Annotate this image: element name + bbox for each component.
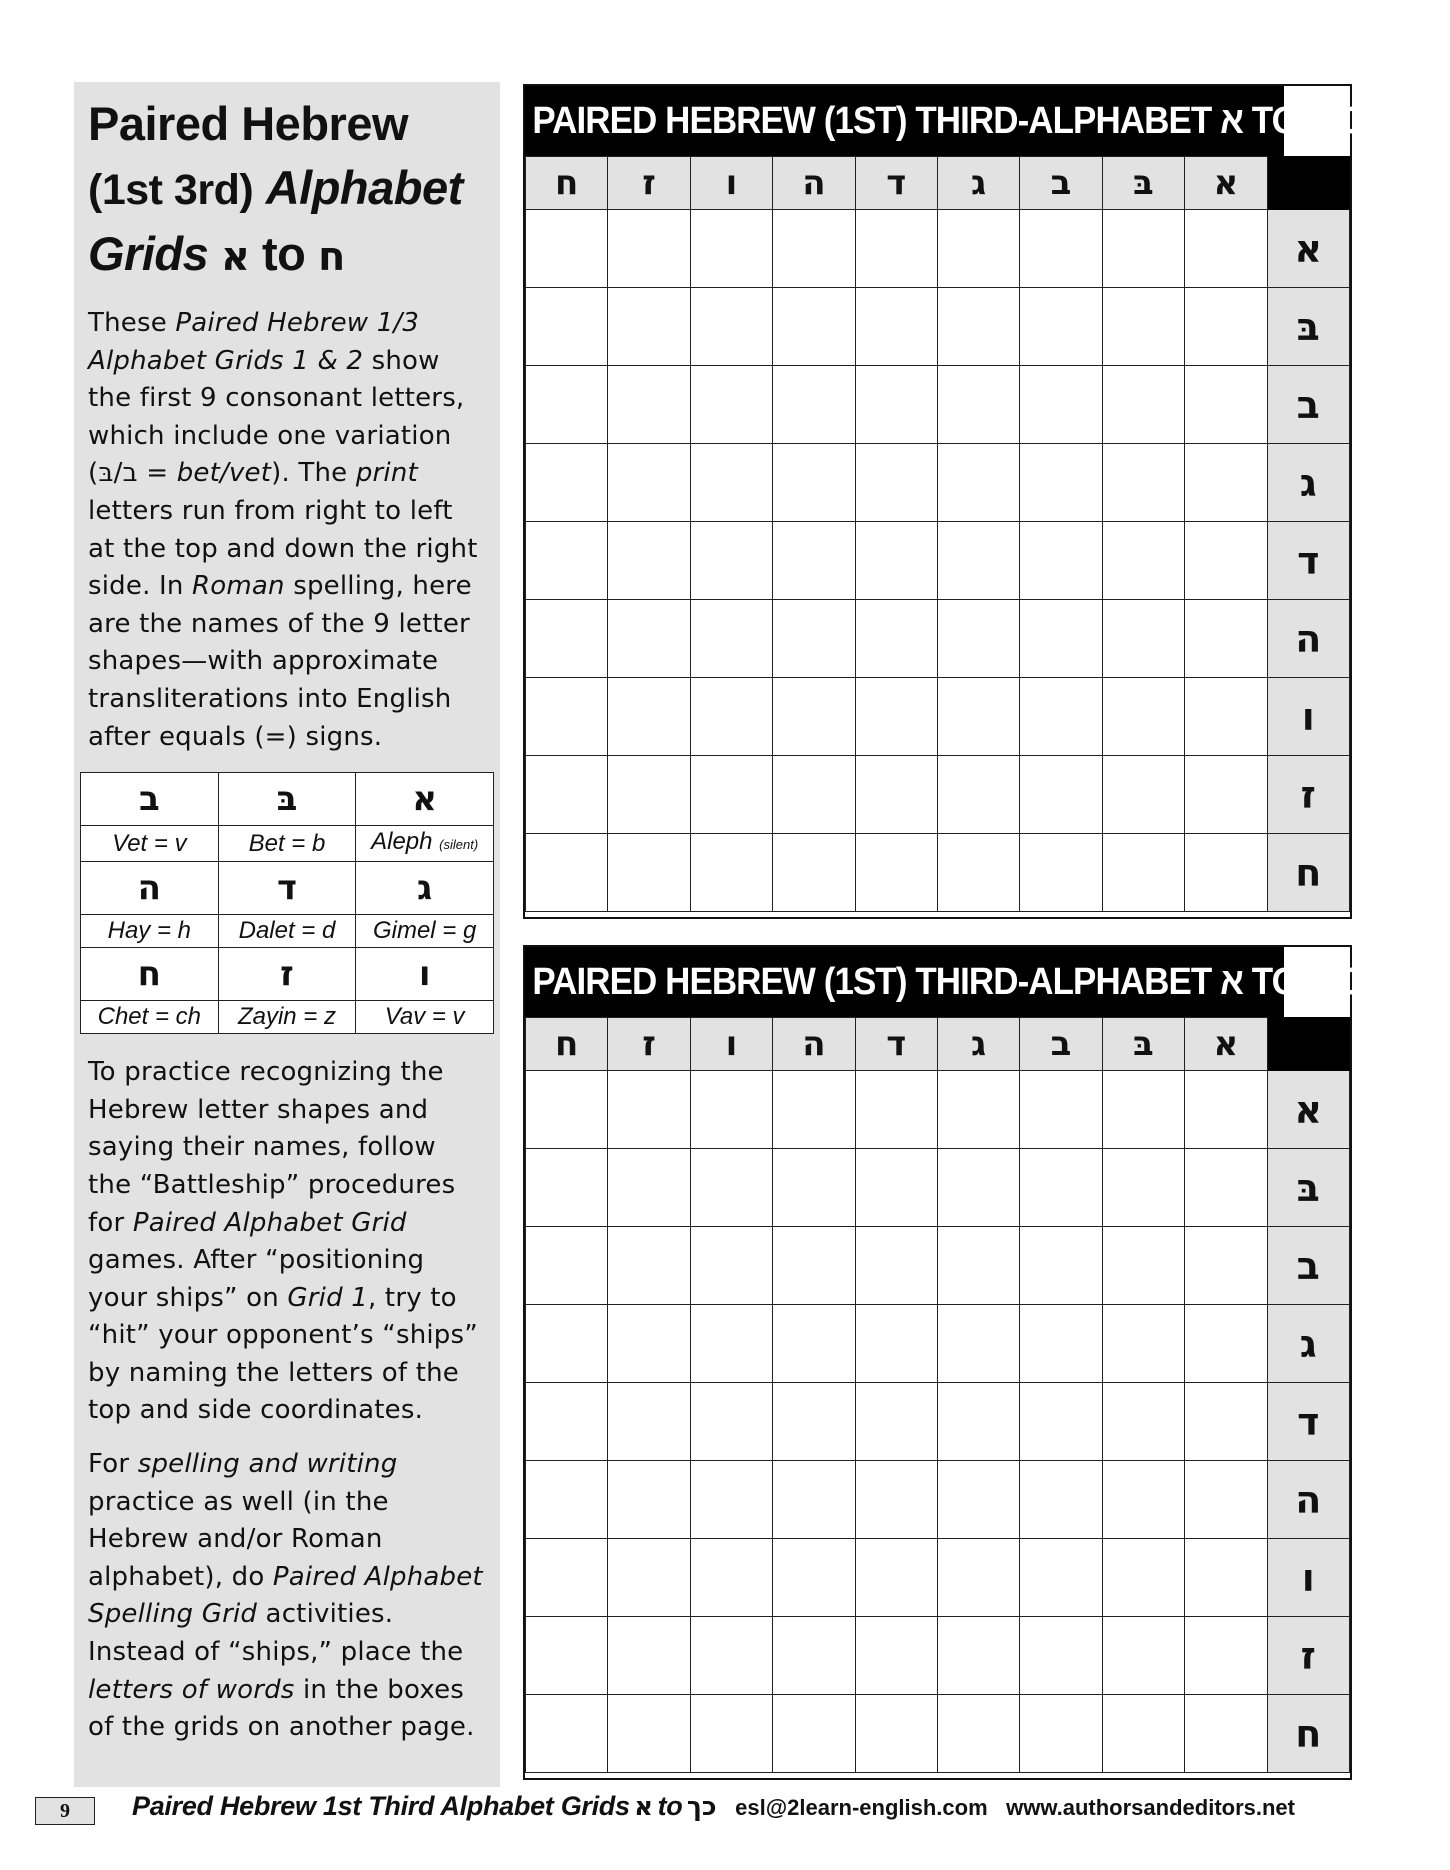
title-to: to — [262, 227, 306, 280]
grid-cell[interactable] — [526, 1305, 608, 1383]
intro-text-5: ). The — [271, 458, 356, 489]
grid-cell[interactable] — [773, 444, 855, 522]
grid-corner — [1267, 1018, 1349, 1071]
grid-cell[interactable] — [1185, 1695, 1267, 1773]
intro-text-1: These — [88, 308, 176, 338]
intro-text-2: Paired Hebrew 1/3 Alphabet Grids 1 & 2 — [88, 308, 420, 376]
grid-cell[interactable] — [1102, 1383, 1184, 1461]
grid-top-letter: ב — [1020, 157, 1102, 210]
grid-top-letter: ח — [526, 1018, 608, 1071]
grid-cell[interactable] — [1185, 834, 1267, 912]
grid-cell[interactable] — [1102, 600, 1184, 678]
title-line-3a: Grids — [88, 227, 209, 280]
grid-cell[interactable] — [526, 288, 608, 366]
grid-cell[interactable] — [608, 834, 690, 912]
instructions-sidebar — [74, 82, 500, 1787]
grid-cell[interactable] — [690, 1695, 772, 1773]
spelling-text-4: Paired Alphabet Spelling Grid — [88, 1561, 483, 1630]
grid-row — [526, 366, 1350, 444]
grid-top-letter: ג — [937, 157, 1019, 210]
letter-name-text: Chet = ch — [97, 1003, 202, 1031]
footer-to: to — [657, 1791, 683, 1821]
grid-cell[interactable] — [937, 678, 1019, 756]
grid-cell[interactable] — [526, 1383, 608, 1461]
grid-cell[interactable] — [690, 366, 772, 444]
grid-cell[interactable] — [608, 678, 690, 756]
spelling-text-3: practice as well (in the Hebrew and/or Roman alphabet), do — [88, 1486, 389, 1592]
grid-cell[interactable] — [773, 1695, 855, 1773]
grid-cell[interactable] — [937, 600, 1019, 678]
letter-glyph: א — [356, 773, 494, 826]
grid-row — [526, 1071, 1350, 1149]
grid-cell[interactable] — [1102, 756, 1184, 834]
grid-cell[interactable] — [690, 1305, 772, 1383]
grid-row — [526, 1227, 1350, 1305]
title-line-2b: Alphabet — [265, 161, 463, 214]
grid-side-letter: ח — [1267, 834, 1349, 912]
grid-cell[interactable] — [773, 1461, 855, 1539]
title-chet: ח — [317, 234, 345, 280]
grid-cell[interactable] — [855, 366, 937, 444]
letter-name — [218, 1001, 356, 1034]
grid-cell[interactable] — [690, 288, 772, 366]
grid-cell[interactable] — [855, 1383, 937, 1461]
grid-cell[interactable] — [1020, 1383, 1102, 1461]
page-number: 9 — [35, 1797, 95, 1825]
grid-cell[interactable] — [1185, 288, 1267, 366]
grid-top-letter: א — [1185, 157, 1267, 210]
grid-cell[interactable] — [773, 600, 855, 678]
grid-top-letter: ו — [690, 1018, 772, 1071]
grid-cell[interactable] — [690, 600, 772, 678]
footer-email[interactable]: esl@2learn-english.com — [735, 1795, 988, 1820]
letter-name-text: Aleph — [371, 828, 433, 856]
grid-cell[interactable] — [1185, 522, 1267, 600]
grid-row — [526, 210, 1350, 288]
grid-cell[interactable] — [937, 366, 1019, 444]
grid-cell[interactable] — [1020, 1305, 1102, 1383]
letter-name — [356, 1001, 494, 1034]
grid-cell[interactable] — [855, 678, 937, 756]
grid-1-title: PAIRED HEBREW (1ST) THIRD-ALPHABET א TO ח GRID 1 — [525, 86, 1284, 156]
grid-cell[interactable] — [690, 1227, 772, 1305]
grid-cell[interactable] — [526, 1149, 608, 1227]
letter-name — [356, 826, 494, 862]
letter-glyph: ה — [81, 862, 219, 915]
grid-cell[interactable] — [937, 1149, 1019, 1227]
spelling-text-7: in the boxes of the grids on another page. — [88, 1674, 475, 1743]
grid-cell[interactable] — [773, 522, 855, 600]
grid-2-table — [525, 1017, 1350, 1773]
grid-cell[interactable] — [526, 1695, 608, 1773]
grid-row — [526, 834, 1350, 912]
grid-side-letter: ד — [1267, 522, 1349, 600]
grid-cell[interactable] — [855, 1149, 937, 1227]
intro-paragraph — [88, 305, 486, 756]
practice-text-1: To practice recognizing the Hebrew letter shapes and saying their names, follow the “Battleship” procedures for — [88, 1057, 456, 1238]
grid-cell[interactable] — [608, 366, 690, 444]
grid-cell[interactable] — [526, 600, 608, 678]
grid-side-letter: ג — [1267, 1305, 1349, 1383]
practice-text-2: Paired Alphabet Grid — [132, 1207, 407, 1238]
grid-cell[interactable] — [608, 522, 690, 600]
grid-cell[interactable] — [937, 1305, 1019, 1383]
grid-side-letter: ו — [1267, 678, 1349, 756]
grid-row — [526, 1305, 1350, 1383]
grid-side-letter: ב — [1267, 366, 1349, 444]
grid-cell[interactable] — [1185, 1305, 1267, 1383]
grid-cell[interactable] — [937, 288, 1019, 366]
grid-row — [526, 288, 1350, 366]
grid-cell[interactable] — [690, 834, 772, 912]
letter-name — [81, 1001, 219, 1034]
grid-2-title: PAIRED HEBREW (1ST) THIRD-ALPHABET א TO ח GRID 2 — [525, 947, 1284, 1017]
spelling-paragraph — [88, 1446, 486, 1747]
grid-cell[interactable] — [1102, 1305, 1184, 1383]
grid-side-letter: בּ — [1267, 288, 1349, 366]
grid-cell[interactable] — [1102, 522, 1184, 600]
grid-cell[interactable] — [1185, 1149, 1267, 1227]
grid-cell[interactable] — [1185, 444, 1267, 522]
letter-name — [218, 915, 356, 948]
letter-note: (silent) — [439, 837, 479, 853]
grid-top-letter: ד — [855, 1018, 937, 1071]
grid-cell[interactable] — [608, 1227, 690, 1305]
grid-cell[interactable] — [937, 1383, 1019, 1461]
letter-name-text: Hay = h — [107, 917, 192, 945]
letter-name-text: Zayin = z — [237, 1003, 336, 1031]
grid-cell[interactable] — [1185, 1383, 1267, 1461]
grid-side-letter: א — [1267, 1071, 1349, 1149]
alphabet-grid-2 — [523, 945, 1450, 1780]
grid-top-letter: ד — [855, 157, 937, 210]
grid-row — [526, 444, 1350, 522]
grid-cell[interactable] — [937, 210, 1019, 288]
grid-cell[interactable] — [773, 288, 855, 366]
letter-glyph: ח — [81, 948, 219, 1001]
intro-text-9: spelling, here are the names of the 9 letter shapes—with approximate transliterations into English after equals (=) signs. — [88, 571, 472, 752]
practice-text-3: games. After “positioning your ships” on — [88, 1245, 425, 1313]
grid-top-letter: ז — [608, 157, 690, 210]
letter-name — [218, 826, 356, 862]
grid-side-letter: א — [1267, 210, 1349, 288]
footer-kaf: כך — [686, 1792, 717, 1822]
intro-text-3: show the first 9 consonant letters, which include one variation (ב/בּ = — [88, 345, 465, 489]
grid-row — [526, 1617, 1350, 1695]
grid-top-letter: א — [1185, 1018, 1267, 1071]
intro-text-7: letters run from right to left at the top and down the right side. In — [88, 495, 478, 602]
grid-cell[interactable] — [690, 756, 772, 834]
page-title — [88, 92, 486, 289]
letter-name — [81, 915, 219, 948]
grid-cell[interactable] — [526, 210, 608, 288]
grid-cell[interactable] — [773, 756, 855, 834]
grid-cell[interactable] — [1185, 366, 1267, 444]
letter-name-text: Gimel = g — [372, 917, 477, 945]
grid-cell[interactable] — [1020, 1071, 1102, 1149]
letter-glyph: ב — [81, 773, 219, 826]
grid-cell[interactable] — [690, 210, 772, 288]
grid-top-letter: ה — [773, 157, 855, 210]
grid-top-letter: ג — [937, 1018, 1019, 1071]
letter-name-text: Vav = v — [384, 1003, 465, 1031]
spelling-text-2: spelling and writing — [137, 1449, 398, 1480]
grid-side-letter: ה — [1267, 1461, 1349, 1539]
grid-side-letter: ב — [1267, 1227, 1349, 1305]
grid-cell[interactable] — [855, 1617, 937, 1695]
grid-cell[interactable] — [1102, 366, 1184, 444]
alphabet-grid-1 — [523, 84, 1450, 919]
grid-side-letter: ח — [1267, 1695, 1349, 1773]
letter-glyph: בּ — [218, 773, 356, 826]
grid-top-letter: בּ — [1102, 1018, 1184, 1071]
grid-cell[interactable] — [1102, 1149, 1184, 1227]
grid-cell[interactable] — [608, 444, 690, 522]
grid-cell[interactable] — [1020, 444, 1102, 522]
grid-cell[interactable] — [1102, 1539, 1184, 1617]
grid-cell[interactable] — [855, 1071, 937, 1149]
grid-cell[interactable] — [1020, 1227, 1102, 1305]
grid-cell[interactable] — [526, 678, 608, 756]
grid-top-letter: ח — [526, 157, 608, 210]
grid-cell[interactable] — [773, 1539, 855, 1617]
grid-cell[interactable] — [608, 1695, 690, 1773]
grid-cell[interactable] — [937, 1227, 1019, 1305]
grid-cell[interactable] — [526, 366, 608, 444]
grid-cell[interactable] — [690, 1461, 772, 1539]
letter-glyph: ו — [356, 948, 494, 1001]
grid-cell[interactable] — [526, 756, 608, 834]
grid-row — [526, 522, 1350, 600]
grid-cell[interactable] — [608, 1071, 690, 1149]
grid-cell[interactable] — [773, 1617, 855, 1695]
grid-cell[interactable] — [855, 288, 937, 366]
grid-cell[interactable] — [526, 834, 608, 912]
grid-row — [526, 756, 1350, 834]
grid-cell[interactable] — [773, 366, 855, 444]
spelling-text-5: activities. Instead of “ships,” place the — [88, 1599, 464, 1668]
grid-top-letter: ב — [1020, 1018, 1102, 1071]
grid-cell[interactable] — [773, 1149, 855, 1227]
grid-row — [526, 1461, 1350, 1539]
letter-name-text: Bet = b — [248, 829, 326, 857]
grid-cell[interactable] — [690, 1617, 772, 1695]
grid-cell[interactable] — [937, 834, 1019, 912]
grid-cell[interactable] — [690, 1149, 772, 1227]
grid-cell[interactable] — [773, 1227, 855, 1305]
grid-top-letter: בּ — [1102, 157, 1184, 210]
grid-cell[interactable] — [855, 600, 937, 678]
grid-cell[interactable] — [855, 1695, 937, 1773]
grid-cell[interactable] — [1185, 1227, 1267, 1305]
grid-cell[interactable] — [1185, 678, 1267, 756]
grid-cell[interactable] — [1102, 1461, 1184, 1539]
grid-cell[interactable] — [608, 1149, 690, 1227]
grid-cell[interactable] — [1020, 522, 1102, 600]
grid-cell[interactable] — [855, 210, 937, 288]
grid-cell[interactable] — [526, 1071, 608, 1149]
grid-cell[interactable] — [855, 1539, 937, 1617]
grid-cell[interactable] — [690, 1383, 772, 1461]
grid-cell[interactable] — [855, 1305, 937, 1383]
grid-cell[interactable] — [1102, 1695, 1184, 1773]
letter-name-table — [80, 772, 494, 1034]
practice-paragraph — [88, 1054, 486, 1430]
grid-cell[interactable] — [690, 444, 772, 522]
grid-cell[interactable] — [608, 1539, 690, 1617]
grid-cell[interactable] — [608, 1461, 690, 1539]
letter-glyph: ז — [218, 948, 356, 1001]
grid-cell[interactable] — [1020, 366, 1102, 444]
grid-cell[interactable] — [608, 210, 690, 288]
grid-row — [526, 600, 1350, 678]
grid-cell[interactable] — [937, 756, 1019, 834]
grid-cell[interactable] — [1020, 288, 1102, 366]
grid-cell[interactable] — [1020, 1461, 1102, 1539]
grid-side-letter: ג — [1267, 444, 1349, 522]
grid-cell[interactable] — [937, 1539, 1019, 1617]
grid-cell[interactable] — [1102, 1071, 1184, 1149]
grid-cell[interactable] — [608, 288, 690, 366]
grid-cell[interactable] — [608, 1383, 690, 1461]
grid-cell[interactable] — [1020, 1695, 1102, 1773]
intro-text-8: Roman — [192, 571, 285, 602]
practice-text-4: Grid 1 — [287, 1282, 368, 1313]
grid-cell[interactable] — [1020, 834, 1102, 912]
grid-row — [526, 1695, 1350, 1773]
grid-cell[interactable] — [773, 1305, 855, 1383]
grid-cell[interactable] — [1102, 1617, 1184, 1695]
grid-cell[interactable] — [1020, 1617, 1102, 1695]
grid-row — [526, 1383, 1350, 1461]
grid-cell[interactable] — [690, 1071, 772, 1149]
grid-cell[interactable] — [773, 1071, 855, 1149]
grid-cell[interactable] — [526, 1461, 608, 1539]
grid-cell[interactable] — [1185, 1071, 1267, 1149]
grid-cell[interactable] — [773, 678, 855, 756]
letter-name-text: Vet = v — [112, 829, 187, 857]
grid-cell[interactable] — [773, 1383, 855, 1461]
grid-cell[interactable] — [937, 1461, 1019, 1539]
title-aleph: א — [220, 234, 250, 280]
grid-cell[interactable] — [937, 1617, 1019, 1695]
grid-cell[interactable] — [937, 1695, 1019, 1773]
grid-cell[interactable] — [1185, 1539, 1267, 1617]
grid-cell[interactable] — [855, 522, 937, 600]
grid-1-table — [525, 156, 1350, 912]
grid-cell[interactable] — [608, 1305, 690, 1383]
grid-cell[interactable] — [1020, 756, 1102, 834]
grid-cell[interactable] — [1102, 444, 1184, 522]
grid-side-letter: ה — [1267, 600, 1349, 678]
grid-cell[interactable] — [855, 1227, 937, 1305]
footer-website[interactable]: www.authorsandeditors.net — [1006, 1795, 1295, 1820]
grid-cell[interactable] — [1020, 1539, 1102, 1617]
grid-cell[interactable] — [773, 834, 855, 912]
grid-cell[interactable] — [526, 444, 608, 522]
grid-row — [526, 1539, 1350, 1617]
grid-cell[interactable] — [1020, 678, 1102, 756]
footer-aleph: א — [634, 1792, 654, 1822]
grid-cell[interactable] — [937, 444, 1019, 522]
grid-side-letter: ז — [1267, 756, 1349, 834]
grid-cell[interactable] — [1185, 600, 1267, 678]
grid-cell[interactable] — [855, 756, 937, 834]
grid-cell[interactable] — [1020, 210, 1102, 288]
grid-cell[interactable] — [526, 1617, 608, 1695]
grid-cell[interactable] — [1185, 1461, 1267, 1539]
grid-top-letter: ו — [690, 157, 772, 210]
grid-cell[interactable] — [690, 522, 772, 600]
grid-cell[interactable] — [1102, 834, 1184, 912]
grid-top-letter: ז — [608, 1018, 690, 1071]
grid-side-letter: ו — [1267, 1539, 1349, 1617]
grid-cell[interactable] — [608, 756, 690, 834]
grid-side-letter: בּ — [1267, 1149, 1349, 1227]
grid-cell[interactable] — [526, 522, 608, 600]
grid-corner — [1267, 157, 1349, 210]
grid-row — [526, 678, 1350, 756]
grid-side-letter: ז — [1267, 1617, 1349, 1695]
grid-cell[interactable] — [1102, 678, 1184, 756]
page-footer — [132, 1791, 1372, 1831]
intro-text-6: print — [355, 458, 418, 489]
grid-cell[interactable] — [1185, 756, 1267, 834]
grid-cell[interactable] — [690, 678, 772, 756]
grid-cell[interactable] — [690, 1539, 772, 1617]
letter-name — [81, 826, 219, 862]
grid-cell[interactable] — [1020, 600, 1102, 678]
grid-cell[interactable] — [1102, 288, 1184, 366]
grid-cell[interactable] — [937, 1071, 1019, 1149]
spelling-text-1: For — [88, 1449, 138, 1480]
grid-cell[interactable] — [1185, 1617, 1267, 1695]
grid-cell[interactable] — [608, 1617, 690, 1695]
grid-cell[interactable] — [855, 1461, 937, 1539]
grid-cell[interactable] — [526, 1539, 608, 1617]
grid-cell[interactable] — [855, 834, 937, 912]
letter-name-text: Dalet = d — [238, 917, 336, 945]
intro-text-4: bet/vet — [176, 458, 272, 489]
grid-cell[interactable] — [1102, 1227, 1184, 1305]
practice-text-5: , try to “hit” your opponent’s “ships” by naming the letters of the top and side coordinates. — [88, 1282, 478, 1426]
letter-glyph: ג — [356, 862, 494, 915]
letter-name — [356, 915, 494, 948]
grid-row — [526, 1149, 1350, 1227]
grid-side-letter: ד — [1267, 1383, 1349, 1461]
grid-cell[interactable] — [1102, 210, 1184, 288]
grid-cell[interactable] — [1185, 210, 1267, 288]
grid-cell[interactable] — [773, 210, 855, 288]
footer-title: Paired Hebrew 1st Third Alphabet Grids — [132, 1791, 630, 1821]
grid-cell[interactable] — [1020, 1149, 1102, 1227]
title-line-1: Paired Hebrew — [88, 97, 409, 150]
grid-cell[interactable] — [855, 444, 937, 522]
title-line-2a: (1st 3rd) — [88, 166, 254, 214]
grid-top-letter: ה — [773, 1018, 855, 1071]
spelling-text-6: letters of words — [88, 1674, 295, 1705]
letter-glyph: ד — [218, 862, 356, 915]
grid-cell[interactable] — [526, 1227, 608, 1305]
grid-cell[interactable] — [937, 522, 1019, 600]
grid-cell[interactable] — [608, 600, 690, 678]
